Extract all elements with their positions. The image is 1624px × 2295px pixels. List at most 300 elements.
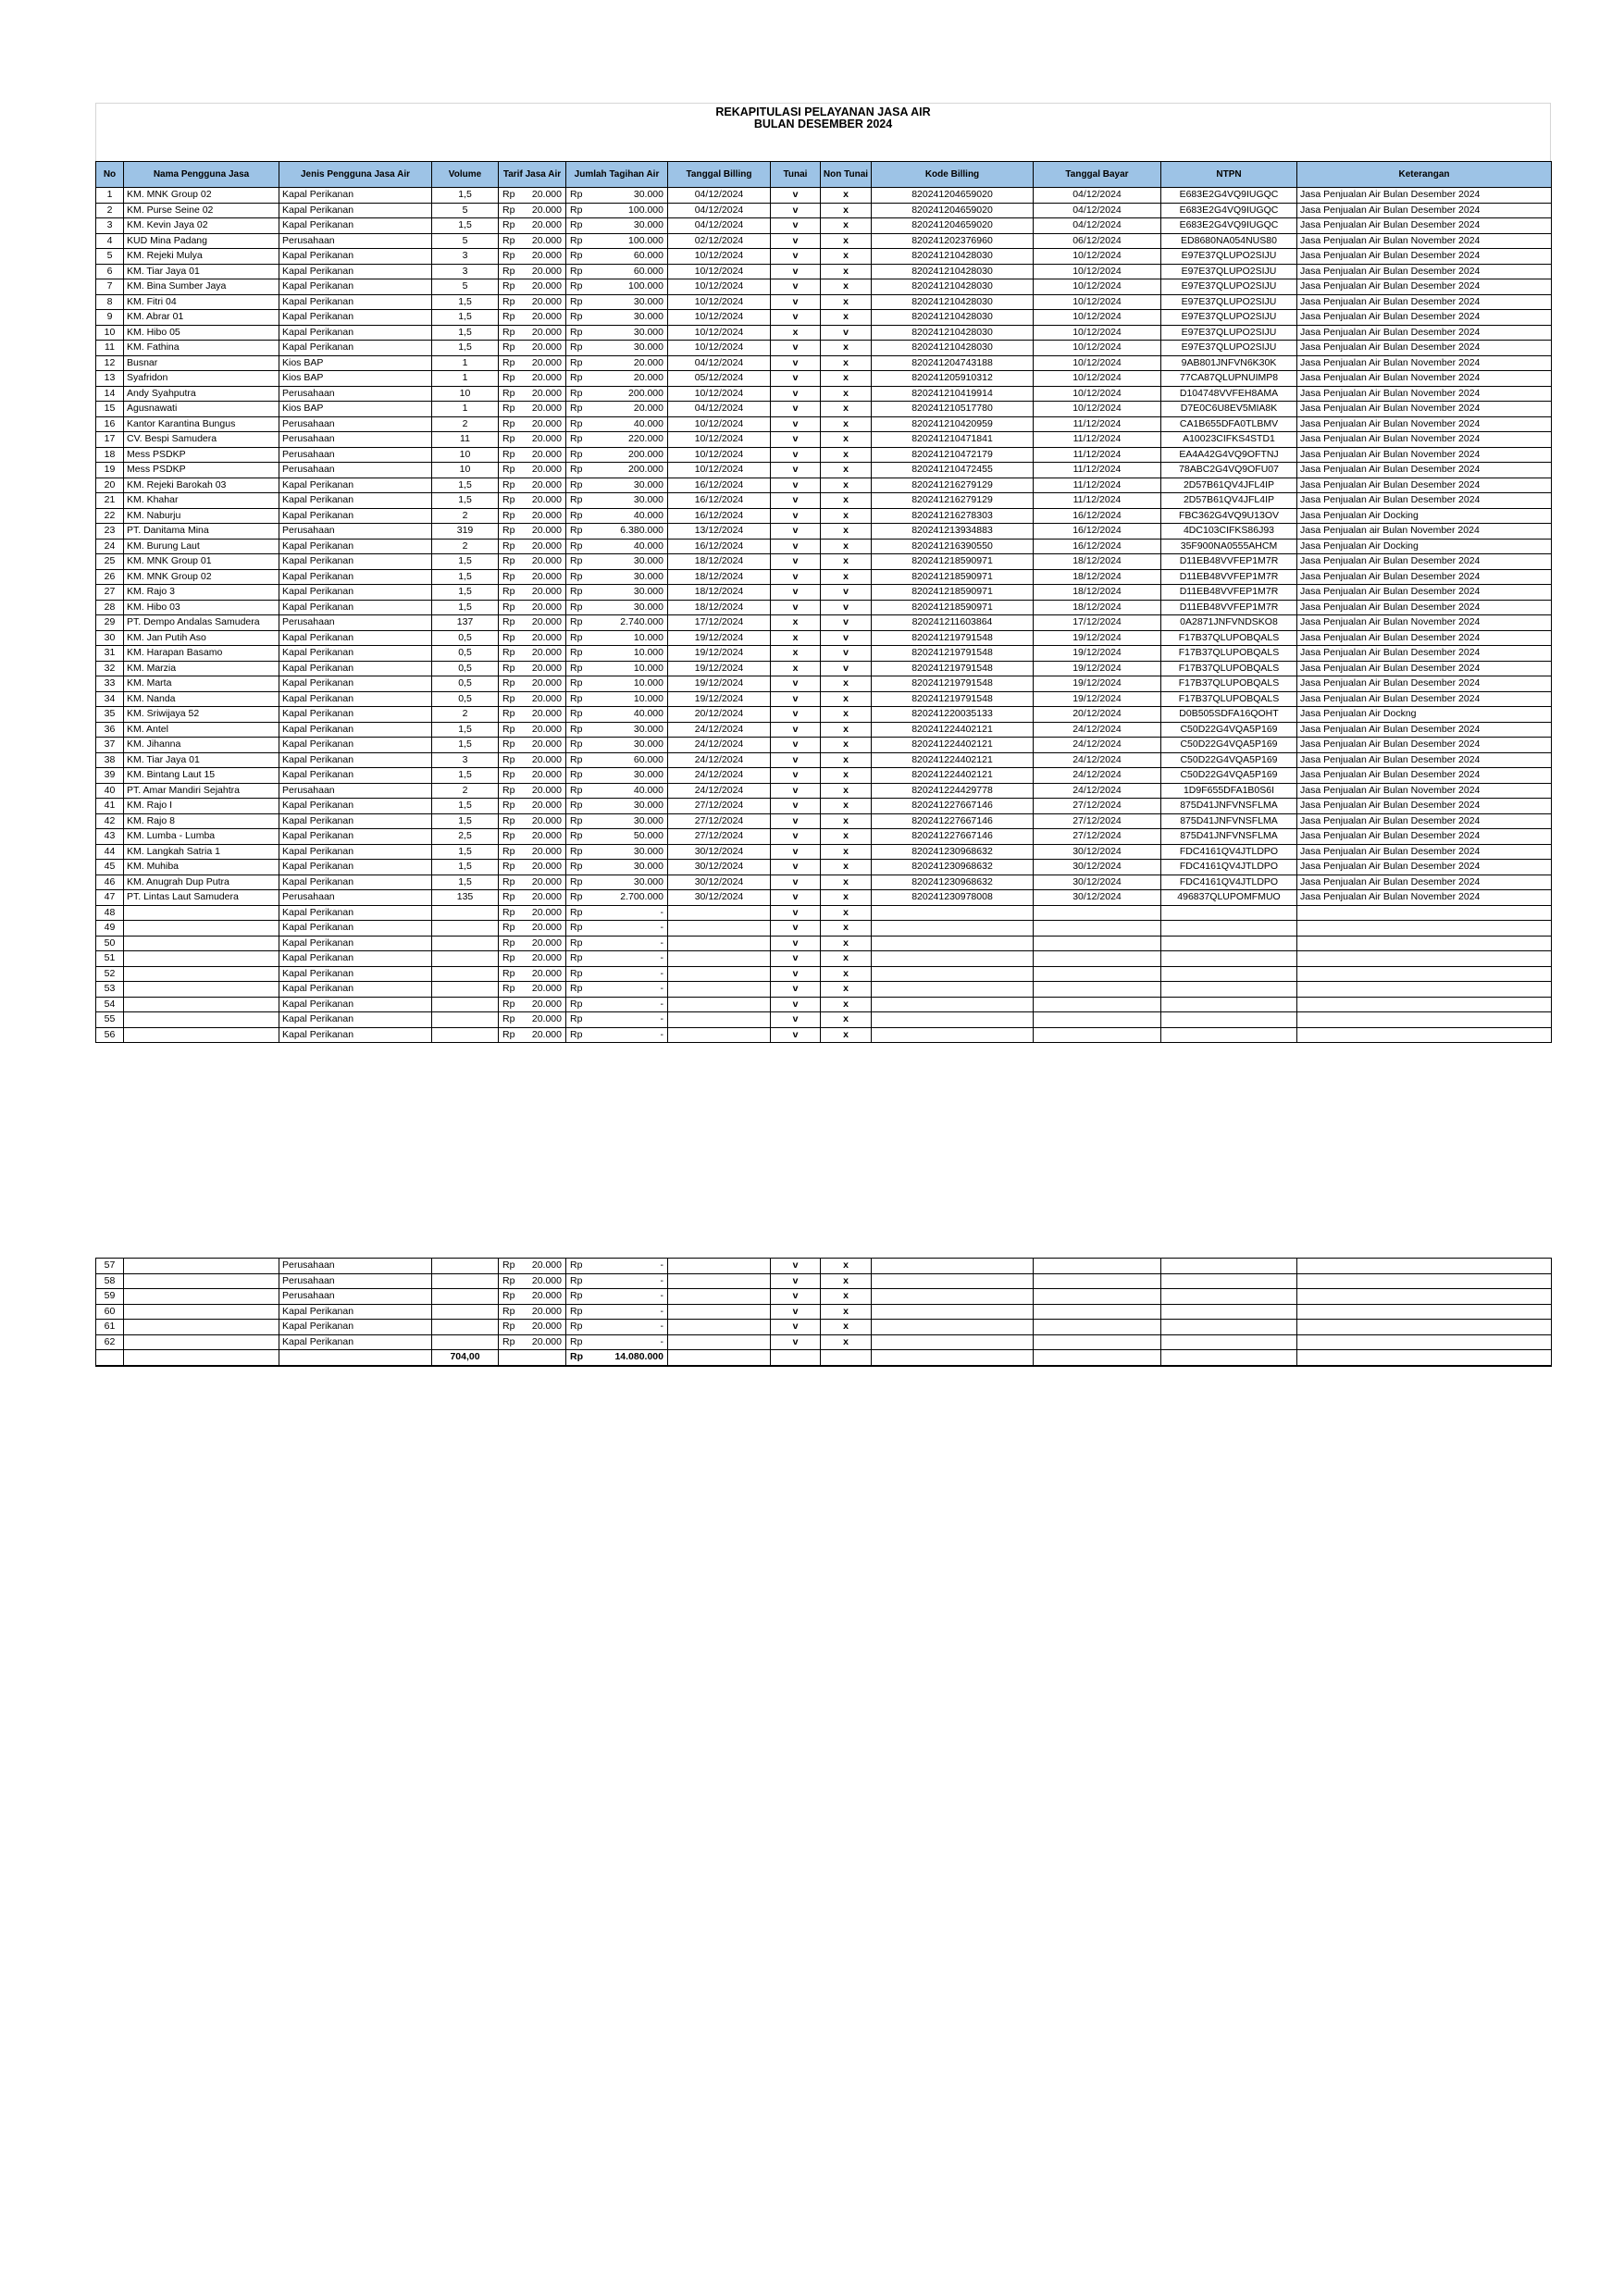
kode-billing-cell: 820241219791548	[872, 661, 1034, 676]
currency-label: Rp	[570, 1259, 583, 1271]
keterangan-cell: Jasa Penjualan Air Bulan Desember 2024	[1297, 738, 1552, 753]
keterangan-cell: Jasa Penjualan Air Bulan Desember 2024	[1297, 646, 1552, 662]
table-row	[96, 432, 1552, 448]
keterangan-cell	[1297, 982, 1552, 998]
jumlah-tagihan-cell	[566, 508, 668, 524]
tanggal-billing-cell	[668, 1259, 771, 1274]
table-row	[96, 585, 1552, 601]
nama-pengguna-cell: KM. Jan Putih Aso	[124, 630, 279, 646]
row-no-cell: 27	[96, 585, 124, 601]
tanggal-billing-cell: 10/12/2024	[668, 447, 771, 463]
keterangan-cell: Jasa Penjualan Air Bulan Desember 2024	[1297, 279, 1552, 295]
jenis-pengguna-cell: Kapal Perikanan	[279, 921, 432, 937]
non-tunai-cell: x	[821, 508, 872, 524]
table-row	[96, 630, 1552, 646]
jumlah-tagihan: 30.000	[633, 219, 663, 230]
table-row	[96, 416, 1552, 432]
tarif: 20.000	[531, 586, 562, 597]
tarif-cell	[499, 478, 566, 493]
non-tunai-cell: x	[821, 844, 872, 860]
currency-label: Rp	[502, 814, 515, 826]
jumlah-tagihan-cell	[566, 325, 668, 341]
table-row	[96, 371, 1552, 387]
non-tunai-cell: x	[821, 1012, 872, 1028]
currency-label: Rp	[570, 861, 583, 872]
currency-label: Rp	[502, 478, 515, 490]
header-tanggal-billing: Tanggal Billing	[668, 162, 771, 188]
tarif-cell	[499, 188, 566, 204]
tarif-cell	[499, 738, 566, 753]
table-row	[96, 554, 1552, 570]
row-no-cell: 7	[96, 279, 124, 295]
tunai-cell: v	[771, 478, 821, 493]
jumlah-tagihan: -	[660, 1259, 663, 1271]
table-row	[96, 707, 1552, 723]
row-no-cell: 54	[96, 997, 124, 1012]
jenis-pengguna-cell: Kapal Perikanan	[279, 676, 432, 692]
volume-cell	[432, 1334, 499, 1350]
jumlah-tagihan-cell	[566, 585, 668, 601]
currency-label: Rp	[502, 1274, 515, 1286]
ntpn-cell: D11EB48VVFEP1M7R	[1161, 585, 1297, 601]
row-no-cell: 34	[96, 691, 124, 707]
currency-label: Rp	[570, 570, 583, 582]
jenis-pengguna-cell: Kios BAP	[279, 355, 432, 371]
non-tunai-cell: x	[821, 1259, 872, 1274]
nama-pengguna-cell: KM. Fathina	[124, 341, 279, 356]
volume-cell: 1,5	[432, 341, 499, 356]
non-tunai-cell: v	[821, 661, 872, 676]
currency-label: Rp	[502, 387, 515, 399]
ntpn-cell: A10023CIFKS4STD1	[1161, 432, 1297, 448]
volume-cell	[432, 1289, 499, 1305]
report-title: REKAPITULASI PELAYANAN JASA AIR	[715, 105, 931, 118]
tanggal-bayar-cell: 30/12/2024	[1034, 860, 1161, 875]
jumlah-tagihan-cell	[566, 966, 668, 982]
kode-billing-cell: 820241224402121	[872, 738, 1034, 753]
jumlah-tagihan: -	[660, 1305, 663, 1317]
ntpn-cell	[1161, 1259, 1297, 1274]
row-no-cell: 13	[96, 371, 124, 387]
row-no-cell: 43	[96, 829, 124, 845]
currency-label: Rp	[502, 525, 515, 536]
tarif: 20.000	[531, 784, 562, 796]
kode-billing-cell: 820241204659020	[872, 218, 1034, 234]
jumlah-tagihan-cell	[566, 355, 668, 371]
currency-label: Rp	[570, 692, 583, 704]
jumlah-tagihan-cell	[566, 233, 668, 249]
tarif-cell	[499, 554, 566, 570]
tanggal-bayar-cell: 10/12/2024	[1034, 402, 1161, 417]
jenis-pengguna-cell: Kapal Perikanan	[279, 661, 432, 676]
row-no-cell: 31	[96, 646, 124, 662]
tanggal-billing-cell	[668, 1304, 771, 1320]
keterangan-cell: Jasa Penjualan Air Bulan Desember 2024	[1297, 203, 1552, 218]
jenis-pengguna-cell: Kapal Perikanan	[279, 569, 432, 585]
tanggal-billing-cell	[668, 951, 771, 967]
jumlah-tagihan-cell	[566, 768, 668, 784]
currency-label: Rp	[502, 311, 515, 322]
currency-label: Rp	[570, 540, 583, 552]
jumlah-tagihan: -	[660, 1028, 663, 1040]
currency-label: Rp	[502, 998, 515, 1010]
tarif-cell	[499, 951, 566, 967]
non-tunai-cell: x	[821, 310, 872, 326]
non-tunai-cell: x	[821, 951, 872, 967]
kode-billing-cell: 820241210428030	[872, 294, 1034, 310]
row-no-cell: 21	[96, 493, 124, 509]
tanggal-bayar-cell: 19/12/2024	[1034, 676, 1161, 692]
tanggal-bayar-cell	[1034, 1289, 1161, 1305]
tarif: 20.000	[531, 250, 562, 261]
tarif: 20.000	[531, 555, 562, 566]
jenis-pengguna-cell: Kapal Perikanan	[279, 844, 432, 860]
tanggal-billing-cell: 27/12/2024	[668, 813, 771, 829]
jumlah-tagihan-cell	[566, 936, 668, 951]
ntpn-cell: E97E37QLUPO2SIJU	[1161, 249, 1297, 265]
non-tunai-cell: x	[821, 676, 872, 692]
tunai-cell: v	[771, 860, 821, 875]
jumlah-tagihan-cell	[566, 875, 668, 890]
ntpn-cell: FDC4161QV4JTLDPO	[1161, 875, 1297, 890]
currency-label: Rp	[570, 204, 583, 216]
keterangan-cell: Jasa Penjualan Air Bulan Desember 2024	[1297, 600, 1552, 615]
keterangan-cell: Jasa Penjualan Air Bulan Desember 2024	[1297, 799, 1552, 814]
currency-label: Rp	[570, 1274, 583, 1286]
kode-billing-cell: 820241219791548	[872, 676, 1034, 692]
ntpn-cell: 77CA87QLUPNUIMP8	[1161, 371, 1297, 387]
tunai-cell: v	[771, 799, 821, 814]
jumlah-tagihan-cell	[566, 799, 668, 814]
tanggal-bayar-cell: 19/12/2024	[1034, 691, 1161, 707]
currency-label: Rp	[570, 464, 583, 475]
jumlah-tagihan: 60.000	[633, 250, 663, 261]
jumlah-tagihan: 30.000	[633, 800, 663, 811]
tarif-cell	[499, 1334, 566, 1350]
table-row	[96, 966, 1552, 982]
ntpn-cell: C50D22G4VQA5P169	[1161, 722, 1297, 738]
keterangan-cell: Jasa Penjualan Air Docking	[1297, 508, 1552, 524]
jumlah-tagihan: 30.000	[633, 341, 663, 353]
tanggal-billing-cell: 27/12/2024	[668, 799, 771, 814]
ntpn-cell: D11EB48VVFEP1M7R	[1161, 600, 1297, 615]
jumlah-tagihan: 100.000	[628, 280, 663, 292]
ntpn-cell	[1161, 1027, 1297, 1043]
ntpn-cell	[1161, 905, 1297, 921]
jumlah-tagihan-cell	[566, 997, 668, 1012]
tanggal-billing-cell: 04/12/2024	[668, 203, 771, 218]
volume-cell	[432, 997, 499, 1012]
tanggal-bayar-cell: 24/12/2024	[1034, 738, 1161, 753]
volume-cell: 1,5	[432, 813, 499, 829]
jenis-pengguna-cell: Kapal Perikanan	[279, 325, 432, 341]
tarif-cell	[499, 966, 566, 982]
kode-billing-cell	[872, 905, 1034, 921]
nama-pengguna-cell: KM. Bintang Laut 15	[124, 768, 279, 784]
nama-pengguna-cell: Andy Syahputra	[124, 386, 279, 402]
tunai-cell: v	[771, 233, 821, 249]
row-no-cell: 61	[96, 1320, 124, 1335]
volume-cell: 1,5	[432, 738, 499, 753]
tunai-cell: v	[771, 875, 821, 890]
ntpn-cell: 78ABC2G4VQ9OFU07	[1161, 463, 1297, 478]
row-no-cell: 58	[96, 1273, 124, 1289]
currency-label: Rp	[570, 372, 583, 383]
header-non-tunai: Non Tunai	[821, 162, 872, 188]
currency-label: Rp	[502, 265, 515, 277]
nama-pengguna-cell: PT. Lintas Laut Samudera	[124, 890, 279, 906]
tunai-cell: v	[771, 585, 821, 601]
currency-label: Rp	[570, 708, 583, 719]
header-ntpn: NTPN	[1161, 162, 1297, 188]
currency-label: Rp	[502, 861, 515, 872]
volume-cell: 137	[432, 615, 499, 631]
tanggal-bayar-cell: 24/12/2024	[1034, 722, 1161, 738]
keterangan-cell	[1297, 1304, 1552, 1320]
row-no-cell: 12	[96, 355, 124, 371]
jumlah-tagihan-cell	[566, 707, 668, 723]
currency-label: Rp	[570, 1321, 583, 1332]
jumlah-tagihan: 50.000	[633, 830, 663, 841]
tunai-cell: v	[771, 951, 821, 967]
kode-billing-cell	[872, 1273, 1034, 1289]
tarif-cell	[499, 203, 566, 218]
tarif-cell	[499, 508, 566, 524]
jumlah-tagihan-cell	[566, 890, 668, 906]
currency-label: Rp	[502, 280, 515, 292]
tunai-cell: v	[771, 783, 821, 799]
jenis-pengguna-cell: Perusahaan	[279, 447, 432, 463]
kode-billing-cell: 820241218590971	[872, 585, 1034, 601]
kode-billing-cell: 820241224429778	[872, 783, 1034, 799]
ntpn-cell: 2D57B61QV4JFL4IP	[1161, 493, 1297, 509]
non-tunai-cell: x	[821, 997, 872, 1012]
volume-cell: 3	[432, 264, 499, 279]
tanggal-bayar-cell	[1034, 1259, 1161, 1274]
jumlah-tagihan-cell	[566, 738, 668, 753]
tunai-cell: v	[771, 738, 821, 753]
table-row	[96, 691, 1552, 707]
nama-pengguna-cell: KUD Mina Padang	[124, 233, 279, 249]
ntpn-cell	[1161, 1012, 1297, 1028]
table-row	[96, 249, 1552, 265]
jumlah-tagihan-cell	[566, 279, 668, 295]
jumlah-tagihan-cell	[566, 371, 668, 387]
tarif: 20.000	[531, 1259, 562, 1271]
total-volume: 704,00	[432, 1350, 499, 1366]
ntpn-cell	[1161, 1304, 1297, 1320]
row-no-cell: 32	[96, 661, 124, 676]
jumlah-tagihan-cell	[566, 951, 668, 967]
jenis-pengguna-cell: Perusahaan	[279, 416, 432, 432]
tarif-cell	[499, 875, 566, 890]
nama-pengguna-cell	[124, 966, 279, 982]
currency-label: Rp	[502, 417, 515, 429]
jenis-pengguna-cell: Kapal Perikanan	[279, 905, 432, 921]
tanggal-bayar-cell: 10/12/2024	[1034, 325, 1161, 341]
tarif: 20.000	[531, 723, 562, 735]
kode-billing-cell: 820241202376960	[872, 233, 1034, 249]
tanggal-billing-cell: 04/12/2024	[668, 355, 771, 371]
currency-label: Rp	[502, 708, 515, 719]
tanggal-bayar-cell	[1034, 1273, 1161, 1289]
non-tunai-cell: x	[821, 783, 872, 799]
table-row	[96, 722, 1552, 738]
currency-label: Rp	[570, 906, 583, 918]
non-tunai-cell: v	[821, 630, 872, 646]
tanggal-bayar-cell: 18/12/2024	[1034, 554, 1161, 570]
currency-label: Rp	[502, 952, 515, 963]
jumlah-tagihan: 30.000	[633, 738, 663, 750]
volume-cell: 0,5	[432, 630, 499, 646]
table-row	[96, 768, 1552, 784]
jenis-pengguna-cell: Perusahaan	[279, 1289, 432, 1305]
total-cell	[771, 1350, 821, 1366]
jumlah-tagihan-cell	[566, 905, 668, 921]
nama-pengguna-cell: KM. Marta	[124, 676, 279, 692]
row-no-cell: 50	[96, 936, 124, 951]
keterangan-cell: Jasa Penjualan Air Bulan November 2024	[1297, 432, 1552, 448]
currency-label: Rp	[570, 677, 583, 688]
keterangan-cell: Jasa Penjualan Air Bulan November 2024	[1297, 416, 1552, 432]
jenis-pengguna-cell: Kapal Perikanan	[279, 752, 432, 768]
currency-label: Rp	[502, 1028, 515, 1040]
tarif: 20.000	[531, 295, 562, 307]
keterangan-cell	[1297, 1012, 1552, 1028]
tanggal-billing-cell	[668, 905, 771, 921]
jumlah-tagihan-cell	[566, 264, 668, 279]
tanggal-billing-cell: 19/12/2024	[668, 691, 771, 707]
table-row	[96, 539, 1552, 554]
tunai-cell: v	[771, 279, 821, 295]
non-tunai-cell: v	[821, 615, 872, 631]
currency-label: Rp	[570, 983, 583, 994]
jumlah-tagihan: -	[660, 1290, 663, 1301]
tanggal-billing-cell: 02/12/2024	[668, 233, 771, 249]
tarif-cell	[499, 493, 566, 509]
currency-label: Rp	[570, 417, 583, 429]
row-no-cell: 42	[96, 813, 124, 829]
jumlah-tagihan-cell	[566, 1289, 668, 1305]
jenis-pengguna-cell: Kapal Perikanan	[279, 860, 432, 875]
tarif: 20.000	[531, 1290, 562, 1301]
tarif: 20.000	[531, 464, 562, 475]
tunai-cell: v	[771, 982, 821, 998]
currency-label: Rp	[502, 372, 515, 383]
tarif-cell	[499, 539, 566, 554]
jumlah-tagihan: 10.000	[633, 662, 663, 674]
currency-label: Rp	[502, 341, 515, 353]
currency-label: Rp	[502, 1321, 515, 1332]
tarif: 20.000	[531, 937, 562, 949]
row-no-cell: 53	[96, 982, 124, 998]
jenis-pengguna-cell: Kapal Perikanan	[279, 630, 432, 646]
tarif: 20.000	[531, 662, 562, 674]
tarif: 20.000	[531, 189, 562, 200]
tanggal-billing-cell	[668, 1320, 771, 1335]
tanggal-bayar-cell: 19/12/2024	[1034, 661, 1161, 676]
table-row	[96, 997, 1552, 1012]
tanggal-billing-cell: 27/12/2024	[668, 829, 771, 845]
kode-billing-cell: 820241210517780	[872, 402, 1034, 417]
row-no-cell: 28	[96, 600, 124, 615]
nama-pengguna-cell: PT. Amar Mandiri Sejahtra	[124, 783, 279, 799]
volume-cell: 1,5	[432, 569, 499, 585]
tarif-cell	[499, 1259, 566, 1274]
total-cell	[279, 1350, 432, 1366]
currency-label: Rp	[502, 983, 515, 994]
volume-cell	[432, 1320, 499, 1335]
page-break-space	[95, 1043, 1551, 1258]
keterangan-cell	[1297, 936, 1552, 951]
tanggal-bayar-cell: 11/12/2024	[1034, 416, 1161, 432]
tanggal-bayar-cell: 10/12/2024	[1034, 355, 1161, 371]
jumlah-tagihan-cell	[566, 341, 668, 356]
non-tunai-cell: x	[821, 982, 872, 998]
non-tunai-cell: x	[821, 722, 872, 738]
tarif: 20.000	[531, 311, 562, 322]
tarif: 20.000	[531, 540, 562, 552]
kode-billing-cell	[872, 921, 1034, 937]
row-no-cell: 6	[96, 264, 124, 279]
tarif: 20.000	[531, 692, 562, 704]
total-row	[96, 1350, 1552, 1366]
jumlah-tagihan: 40.000	[633, 540, 663, 552]
tanggal-billing-cell: 10/12/2024	[668, 279, 771, 295]
currency-label: Rp	[570, 250, 583, 261]
non-tunai-cell: x	[821, 386, 872, 402]
volume-cell: 0,5	[432, 661, 499, 676]
ntpn-cell: E97E37QLUPO2SIJU	[1161, 341, 1297, 356]
tunai-cell: x	[771, 661, 821, 676]
nama-pengguna-cell	[124, 921, 279, 937]
tunai-cell: v	[771, 997, 821, 1012]
currency-label: Rp	[570, 967, 583, 979]
tunai-cell: v	[771, 844, 821, 860]
currency-label: Rp	[502, 875, 515, 887]
jumlah-tagihan-cell	[566, 463, 668, 478]
table-row	[96, 1334, 1552, 1350]
volume-cell	[432, 1273, 499, 1289]
jumlah-tagihan-cell	[566, 203, 668, 218]
jenis-pengguna-cell: Kapal Perikanan	[279, 799, 432, 814]
jumlah-tagihan: 10.000	[633, 677, 663, 688]
ntpn-cell: F17B37QLUPOBQALS	[1161, 676, 1297, 692]
tarif: 20.000	[531, 387, 562, 399]
keterangan-cell: Jasa Penjualan Air Bulan Desember 2024	[1297, 829, 1552, 845]
non-tunai-cell: x	[821, 478, 872, 493]
ntpn-cell: 875D41JNFVNSFLMA	[1161, 799, 1297, 814]
ntpn-cell: E683E2G4VQ9IUGQC	[1161, 203, 1297, 218]
volume-cell: 319	[432, 524, 499, 540]
keterangan-cell: Jasa Penjualan Air Bulan Desember 2024	[1297, 294, 1552, 310]
tunai-cell: v	[771, 1320, 821, 1335]
tarif-cell	[499, 402, 566, 417]
tunai-cell: v	[771, 1289, 821, 1305]
nama-pengguna-cell: Syafridon	[124, 371, 279, 387]
tarif: 20.000	[531, 341, 562, 353]
ntpn-cell	[1161, 1334, 1297, 1350]
tarif: 20.000	[531, 998, 562, 1010]
table-row	[96, 799, 1552, 814]
tanggal-billing-cell	[668, 1012, 771, 1028]
non-tunai-cell: x	[821, 524, 872, 540]
tarif-cell	[499, 921, 566, 937]
tunai-cell: x	[771, 646, 821, 662]
nama-pengguna-cell: Agusnawati	[124, 402, 279, 417]
row-no-cell: 51	[96, 951, 124, 967]
keterangan-cell: Jasa Penjualan Air Bulan Desember 2024	[1297, 325, 1552, 341]
